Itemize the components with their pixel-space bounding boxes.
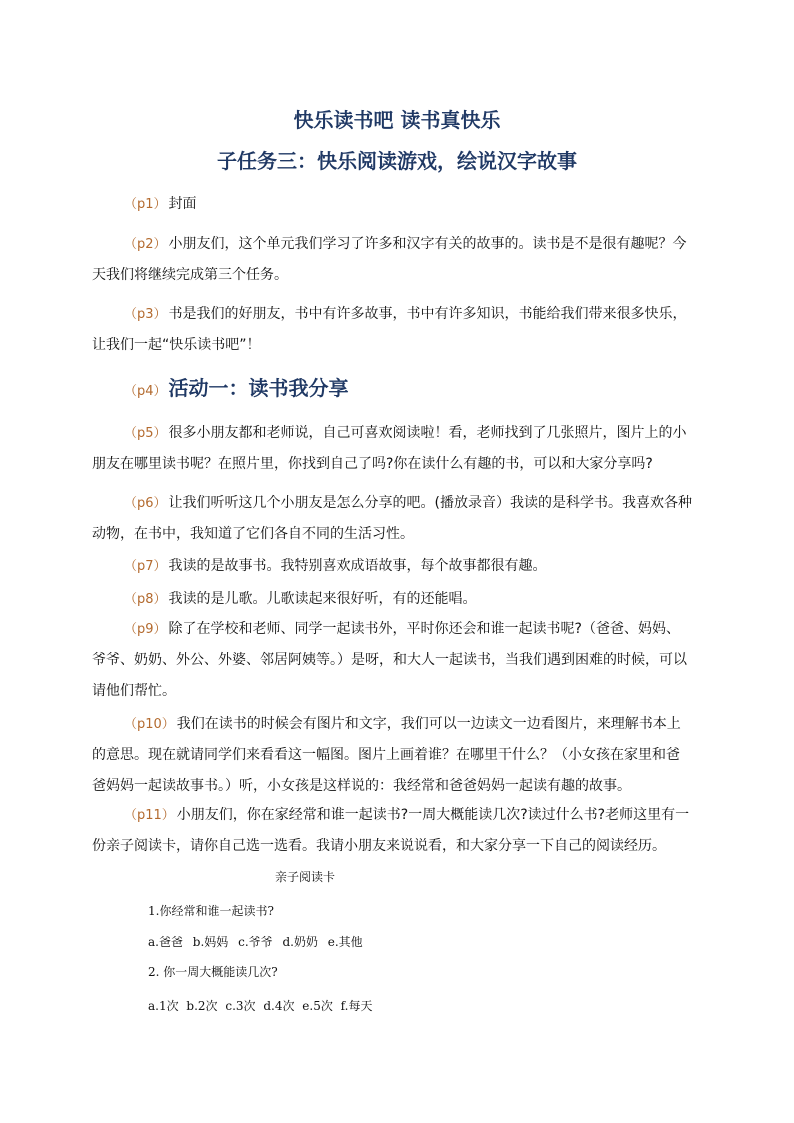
- paragraph-text: 我读的是故事书。我特别喜欢成语故事，每个故事都很有趣。: [168, 558, 547, 574]
- reading-card-question-2: 2. 你一周大概能读几次?: [148, 965, 278, 979]
- paragraph-p6: [92, 488, 692, 550]
- reading-card-options-1: a.爸爸 b.妈妈 c.爷爷 d.奶奶 e.其他: [148, 935, 363, 949]
- page-tag: （p10）: [124, 717, 175, 732]
- paragraph-p2: [92, 229, 692, 291]
- paragraph-text: 小朋友们，这个单元我们学习了许多和汉字有关的故事的。读书是不是很有趣呢？今天我们将继续完成第三个任务。: [92, 236, 687, 283]
- paragraph-text: 我们在读书的时候会有图片和文字，我们可以一边读文一边看图片，来理解书本上的意思。现在就请同学们来看看这一幅图。图片上画着谁？在哪里干什么？（小女孩在家里和爸爸妈妈一起读故事书。）听，小女孩是这样说的：我经常和爸爸妈妈一起读有趣的故事。: [92, 716, 681, 794]
- paragraph-p3: [92, 299, 692, 361]
- reading-card-options-2: a.1次 b.2次 c.3次 d.4次 e.5次 f.每天: [148, 999, 373, 1013]
- document-subtitle: 子任务三：快乐阅读游戏，绘说汉字故事: [217, 149, 577, 173]
- page-tag: （p8）: [124, 592, 167, 607]
- document-title: 快乐读书吧 读书真快乐: [293, 108, 501, 132]
- paragraph-p11: [92, 800, 692, 862]
- paragraph-p1: [92, 189, 724, 220]
- paragraph-text: 除了在学校和老师、同学一起读书外，平时你还会和谁一起读书呢?（爸爸、妈妈、爷爷、奶奶、外公、外婆、邻居阿姨等。）是呀，和大人一起读书，当我们遇到困难的时候，可以请他们帮忙。: [92, 621, 687, 699]
- page-tag: （p9）: [124, 622, 167, 637]
- paragraph-p8: [92, 584, 692, 615]
- paragraph-text: 我读的是儿歌。儿歌读起来很好听，有的还能唱。: [168, 591, 477, 607]
- page-tag: （p4）: [124, 384, 167, 399]
- page-tag: （p1）: [124, 197, 167, 212]
- paragraph-p9: [92, 614, 692, 707]
- paragraph-p7: [92, 551, 692, 582]
- paragraph-p10: [92, 709, 692, 802]
- reading-card-title: 亲子阅读卡: [275, 870, 336, 884]
- page-tag: （p6）: [124, 496, 167, 511]
- heading-text: 活动一：读书我分享: [168, 376, 349, 400]
- paragraph-text: 让我们听听这几个小朋友是怎么分享的吧。(播放录音）我读的是科学书。我喜欢各种动物，在书中，我知道了它们各自不同的生活习性。: [92, 495, 692, 542]
- paragraph-text: 小朋友们，你在家经常和谁一起读书?一周大概能读几次?读过什么书?老师这里有一份亲子阅读卡，请你自己选一选看。我请小朋友来说说看，和大家分享一下自己的阅读经历。: [92, 807, 690, 854]
- section-heading: [124, 372, 349, 401]
- page-tag: （p2）: [124, 237, 167, 252]
- page-tag: （p7）: [124, 559, 167, 574]
- page-tag: （p5）: [124, 426, 167, 441]
- page-tag: （p3）: [124, 307, 167, 322]
- paragraph-p5: [92, 418, 692, 480]
- paragraph-text: 很多小朋友都和老师说，自己可喜欢阅读啦！看，老师找到了几张照片，图片上的小朋友在哪里读书呢？在照片里，你找到自己了吗?你在读什么有趣的书，可以和大家分享吗?: [92, 425, 687, 472]
- reading-card-question-1: 1.你经常和谁一起读书?: [148, 904, 274, 918]
- paragraph-text: 书是我们的好朋友，书中有许多故事，书中有许多知识，书能给我们带来很多快乐，让我们一起“快乐读书吧”！: [92, 306, 687, 353]
- page-tag: （p11）: [124, 808, 175, 823]
- paragraph-text: 封面: [168, 196, 197, 212]
